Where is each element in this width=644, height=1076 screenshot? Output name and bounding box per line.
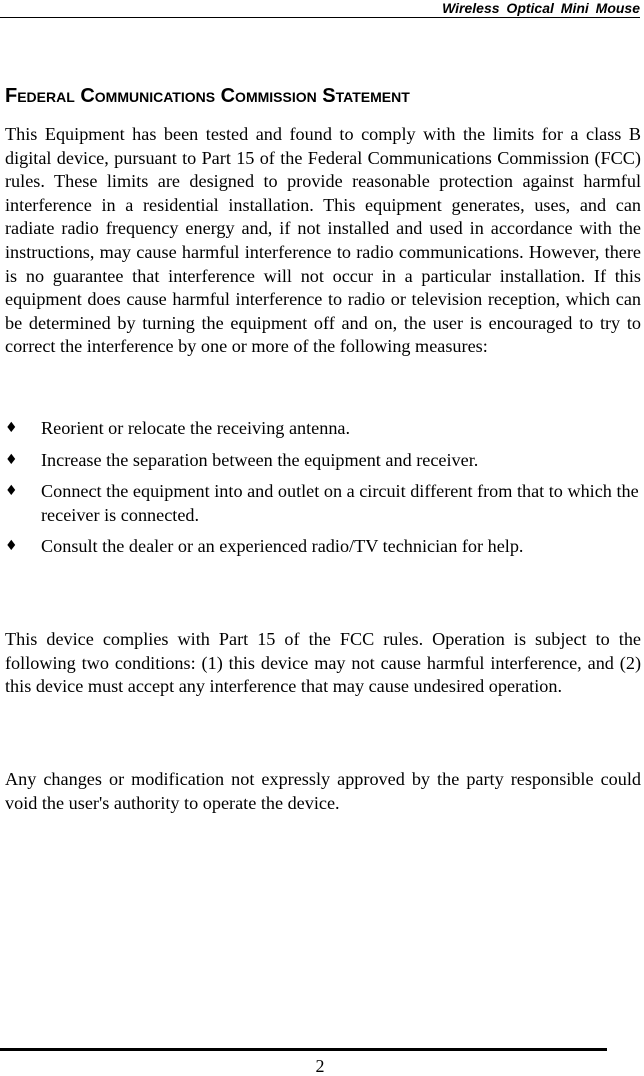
diamond-bullet-icon: ♦ xyxy=(5,538,18,555)
list-item xyxy=(5,417,641,441)
compliance-paragraph: This device complies with Part 15 of the FCC rules. Operation is subject to the following two conditions: (1) this device may not cause harmful interference, and (2) this device must accept any interference that may cause undesired operation. xyxy=(5,629,641,697)
section-title: Federal Communications Commission Statement xyxy=(5,85,410,107)
list-item xyxy=(5,480,641,527)
running-header-title: Wireless Optical Mini Mouse xyxy=(442,0,640,16)
list-item-text: Increase the separation between the equipment and receiver. xyxy=(41,449,479,470)
list-item-text: Reorient or relocate the receiving antenna. xyxy=(41,418,351,438)
diamond-bullet-icon: ♦ xyxy=(5,483,18,500)
list-item-text: Consult the dealer or an experienced radio/TV technician for help. xyxy=(41,536,524,557)
list-item xyxy=(5,449,641,473)
diamond-bullet-icon: ♦ xyxy=(5,451,18,468)
list-item xyxy=(5,535,641,559)
page-number: 2 xyxy=(315,1056,325,1076)
measures-list xyxy=(5,417,641,567)
list-item-text: Connect the equipment into and outlet on a circuit different from that to which the receiver is connected. xyxy=(41,481,639,525)
footer-rule xyxy=(0,1048,607,1051)
diamond-bullet-icon: ♦ xyxy=(5,420,18,436)
intro-paragraph: This Equipment has been tested and found to comply with the limits for a class B digital device, pursuant to Part 15 of the Federal Communications Commission (FCC) rules. These limits are designed to provide reasonable protection against harmful interference in a residential installation. This equipment generates, uses, and can radiate radio frequency energy and, if not installed and used in accordance with the instructions, may cause harmful interference to radio communications. However, there is no guarantee that interference will not occur in a particular installation. If this equipment does cause harmful interference to radio or television reception, which can be determined by turning the equipment off and on, the user is encouraged to try to correct the interference by one or more of the following measures: xyxy=(5,124,641,357)
changes-paragraph: Any changes or modification not expressly approved by the party responsible could void the user's authority to operate the device. xyxy=(5,769,641,813)
running-header xyxy=(0,0,640,18)
